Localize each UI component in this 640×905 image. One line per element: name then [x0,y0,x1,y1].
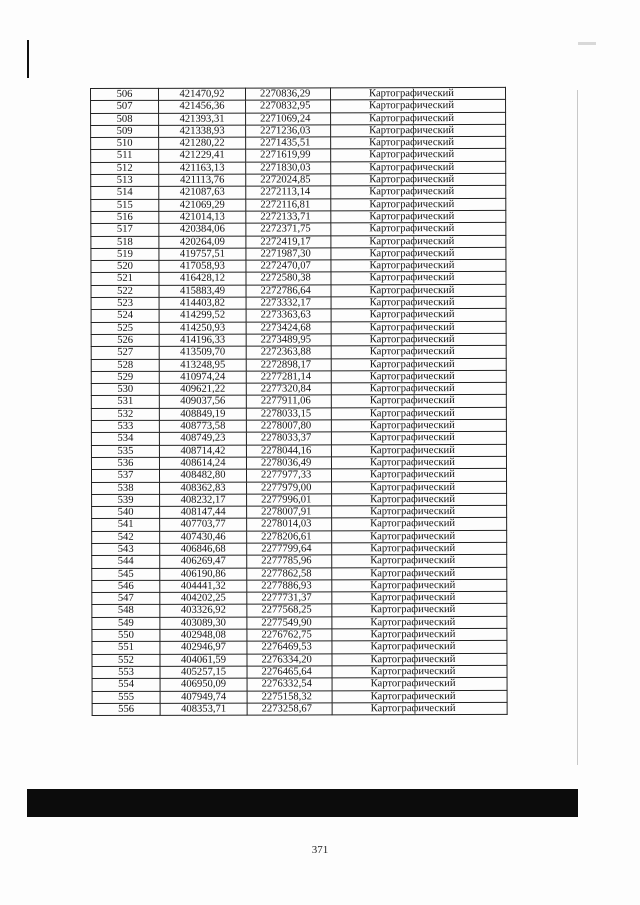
y-coordinate-cell: 2278033,37 [246,432,331,445]
point-number-cell: 512 [91,162,159,174]
table-row [91,100,506,113]
y-coordinate-cell: 2272133,71 [246,211,331,224]
x-coordinate-cell: 407430,46 [160,531,247,544]
coordinates-table-container [90,88,505,716]
method-cell: Картографический [331,321,506,334]
x-coordinate-cell: 421229,41 [159,150,246,163]
point-number-cell: 539 [92,494,160,506]
y-coordinate-cell: 2278007,80 [246,420,331,433]
y-coordinate-cell: 2277549,90 [247,617,332,630]
table-row [91,383,506,396]
point-number-cell: 523 [91,297,159,309]
x-coordinate-cell: 404061,59 [160,654,247,667]
point-number-cell: 542 [92,531,160,543]
point-number-cell: 517 [91,224,159,236]
x-coordinate-cell: 407949,74 [160,691,247,704]
y-coordinate-cell: 2277799,64 [247,543,332,556]
method-cell: Картографический [332,579,507,592]
page-number: 371 [311,844,329,856]
point-number-cell: 513 [91,174,159,186]
point-number-cell: 516 [91,211,159,223]
point-number-cell: 551 [92,642,160,654]
point-number-cell: 531 [91,396,159,408]
scan-margin-mark [27,40,29,78]
method-cell: Картографический [331,296,506,309]
x-coordinate-cell: 421338,93 [159,125,246,138]
point-number-cell: 555 [92,691,160,703]
method-cell: Картографический [332,493,507,506]
x-coordinate-cell: 414403,82 [159,297,246,310]
y-coordinate-cell: 2278007,91 [247,506,332,519]
point-number-cell: 535 [91,445,159,457]
y-coordinate-cell: 2278206,61 [247,531,332,544]
x-coordinate-cell: 402948,08 [160,629,247,642]
method-cell: Картографический [332,678,507,691]
point-number-cell: 518 [91,236,159,248]
table-row [91,87,506,100]
table-row [92,592,507,605]
method-cell: Картографический [331,358,506,371]
point-number-cell: 530 [91,383,159,395]
point-number-cell: 540 [92,506,160,518]
x-coordinate-cell: 421113,76 [159,174,246,187]
table-row [91,247,506,260]
table-row [92,555,507,568]
method-cell: Картографический [331,272,506,285]
method-cell: Картографический [332,690,507,703]
table-row [91,210,506,223]
point-number-cell: 543 [92,543,160,555]
method-cell: Картографический [331,87,506,100]
point-number-cell: 547 [92,592,160,604]
y-coordinate-cell: 2275158,32 [247,690,332,703]
method-cell: Картографический [332,616,507,629]
method-cell: Картографический [331,173,506,186]
method-cell: Картографический [331,198,506,211]
point-number-cell: 522 [91,285,159,297]
table-row [91,370,506,383]
x-coordinate-cell: 420264,09 [159,236,246,249]
point-number-cell: 532 [91,408,159,420]
x-coordinate-cell: 408773,58 [159,420,246,433]
point-number-cell: 521 [91,273,159,285]
x-coordinate-cell: 421087,63 [159,186,246,199]
table-row [91,284,506,297]
x-coordinate-cell: 406269,47 [160,555,247,568]
method-cell: Картографический [331,333,506,346]
point-number-cell: 536 [91,457,159,469]
method-cell: Картографический [332,592,507,605]
method-cell: Картографический [331,112,506,125]
coordinates-table-body [91,87,508,715]
table-row [91,124,506,137]
y-coordinate-cell: 2277911,06 [246,395,331,408]
table-row [91,309,506,322]
table-row [91,456,506,469]
x-coordinate-cell: 416428,12 [159,273,246,286]
table-row [92,493,507,506]
table-row [91,358,506,371]
method-cell: Картографический [331,210,506,223]
x-coordinate-cell: 419757,51 [159,248,246,261]
method-cell: Картографический [332,604,507,617]
table-row [92,506,507,519]
x-coordinate-cell: 408849,19 [159,408,246,421]
y-coordinate-cell: 2271069,24 [246,112,331,125]
y-coordinate-cell: 2272786,64 [246,285,331,298]
x-coordinate-cell: 407703,77 [160,518,247,531]
x-coordinate-cell: 404441,32 [160,580,247,593]
x-coordinate-cell: 406846,68 [160,543,247,556]
point-number-cell: 528 [91,359,159,371]
method-cell: Картографический [331,395,506,408]
x-coordinate-cell: 408614,24 [159,457,246,470]
method-cell: Картографический [332,665,507,678]
table-row [91,161,506,174]
point-number-cell: 515 [91,199,159,211]
x-coordinate-cell: 408147,44 [160,506,247,519]
y-coordinate-cell: 2272470,07 [246,260,331,273]
table-row [92,702,507,715]
scan-corner-mark [578,42,596,45]
y-coordinate-cell: 2273332,17 [246,297,331,310]
x-coordinate-cell: 405257,15 [160,666,247,679]
method-cell: Картографический [331,407,506,420]
y-coordinate-cell: 2273424,68 [246,322,331,335]
y-coordinate-cell: 2278033,15 [246,408,331,421]
method-cell: Картографический [331,137,506,150]
table-row [91,223,506,236]
x-coordinate-cell: 402946,97 [160,641,247,654]
table-row [92,616,507,629]
method-cell: Картографический [331,247,506,260]
table-row [92,530,507,543]
x-coordinate-cell: 414250,93 [159,322,246,335]
method-cell: Картографический [331,100,506,113]
y-coordinate-cell: 2277320,84 [246,383,331,396]
y-coordinate-cell: 2272116,81 [246,199,331,212]
x-coordinate-cell: 408482,80 [159,469,246,482]
method-cell: Картографический [332,567,507,580]
method-cell: Картографический [332,506,507,519]
method-cell: Картографический [332,628,507,641]
method-cell: Картографический [331,186,506,199]
method-cell: Картографический [332,702,507,715]
method-cell: Картографический [331,309,506,322]
table-row [91,272,506,285]
point-number-cell: 548 [92,605,160,617]
y-coordinate-cell: 2276334,20 [247,654,332,667]
table-row [91,173,506,186]
y-coordinate-cell: 2278036,49 [246,457,331,470]
method-cell: Картографический [332,542,507,555]
table-row [92,641,507,654]
point-number-cell: 508 [91,113,159,125]
method-cell: Картографический [331,346,506,359]
point-number-cell: 514 [91,187,159,199]
point-number-cell: 510 [91,138,159,150]
table-row [91,235,506,248]
y-coordinate-cell: 2272371,75 [246,223,331,236]
table-row [92,579,507,592]
point-number-cell: 553 [92,666,160,678]
table-row [91,333,506,346]
point-number-cell: 520 [91,260,159,272]
y-coordinate-cell: 2277886,93 [247,580,332,593]
y-coordinate-cell: 2272419,17 [246,235,331,248]
table-row [91,419,506,432]
table-row [91,346,506,359]
x-coordinate-cell: 420384,06 [159,223,246,236]
table-row [91,198,506,211]
x-coordinate-cell: 409621,22 [159,383,246,396]
x-coordinate-cell: 409037,56 [159,396,246,409]
point-number-cell: 546 [92,580,160,592]
y-coordinate-cell: 2277568,25 [247,604,332,617]
point-number-cell: 554 [92,679,160,691]
table-row [92,665,507,678]
method-cell: Картографический [331,260,506,273]
y-coordinate-cell: 2276465,64 [247,666,332,679]
table-row [92,653,507,666]
x-coordinate-cell: 421163,13 [159,162,246,175]
table-row [91,321,506,334]
y-coordinate-cell: 2271236,03 [246,125,331,138]
point-number-cell: 556 [92,703,160,715]
method-cell: Картографический [331,370,506,383]
y-coordinate-cell: 2272580,38 [246,272,331,285]
table-row [91,112,506,125]
x-coordinate-cell: 415883,49 [159,285,246,298]
y-coordinate-cell: 2276332,54 [247,678,332,691]
point-number-cell: 538 [92,482,160,494]
point-number-cell: 534 [91,433,159,445]
point-number-cell: 552 [92,654,160,666]
x-coordinate-cell: 408362,83 [160,482,247,495]
table-row [92,542,507,555]
y-coordinate-cell: 2277996,01 [247,494,332,507]
y-coordinate-cell: 2272113,14 [246,186,331,199]
point-number-cell: 544 [92,556,160,568]
table-row [92,567,507,580]
method-cell: Картографический [331,284,506,297]
point-number-cell: 541 [92,519,160,531]
method-cell: Картографический [331,223,506,236]
y-coordinate-cell: 2272363,88 [246,346,331,359]
point-number-cell: 511 [91,150,159,162]
table-row [91,407,506,420]
y-coordinate-cell: 2271619,99 [246,149,331,162]
method-cell: Картографический [332,641,507,654]
x-coordinate-cell: 403326,92 [160,605,247,618]
method-cell: Картографический [331,124,506,137]
y-coordinate-cell: 2273258,67 [247,703,332,716]
y-coordinate-cell: 2270832,95 [246,100,331,113]
method-cell: Картографический [331,149,506,162]
table-row [91,186,506,199]
table-row [92,628,507,641]
x-coordinate-cell: 414299,52 [159,309,246,322]
table-row [91,469,506,482]
method-cell: Картографический [331,456,506,469]
x-coordinate-cell: 421456,36 [159,100,246,113]
point-number-cell: 526 [91,334,159,346]
y-coordinate-cell: 2271435,51 [246,137,331,150]
x-coordinate-cell: 403089,30 [160,617,247,630]
method-cell: Картографический [331,383,506,396]
x-coordinate-cell: 406950,09 [160,678,247,691]
table-row [91,444,506,457]
table-row [92,604,507,617]
x-coordinate-cell: 410974,24 [159,371,246,384]
method-cell: Картографический [331,432,506,445]
point-number-cell: 550 [92,629,160,641]
y-coordinate-cell: 2273489,95 [246,334,331,347]
point-number-cell: 527 [91,347,159,359]
method-cell: Картографический [332,555,507,568]
x-coordinate-cell: 421393,31 [159,113,246,126]
x-coordinate-cell: 408232,17 [160,494,247,507]
y-coordinate-cell: 2277281,14 [246,371,331,384]
y-coordinate-cell: 2273363,63 [246,309,331,322]
table-row [92,690,507,703]
y-coordinate-cell: 2278014,03 [247,518,332,531]
x-coordinate-cell: 413248,95 [159,359,246,372]
point-number-cell: 506 [91,88,159,100]
x-coordinate-cell: 421280,22 [159,137,246,150]
y-coordinate-cell: 2276469,53 [247,641,332,654]
y-coordinate-cell: 2277977,33 [246,469,331,482]
x-coordinate-cell: 406190,86 [160,568,247,581]
y-coordinate-cell: 2277731,37 [247,592,332,605]
point-number-cell: 509 [91,125,159,137]
x-coordinate-cell: 421470,92 [159,88,246,101]
table-row [91,149,506,162]
y-coordinate-cell: 2277785,96 [247,555,332,568]
method-cell: Картографический [331,161,506,174]
x-coordinate-cell: 408714,42 [159,445,246,458]
point-number-cell: 519 [91,248,159,260]
point-number-cell: 545 [92,568,160,580]
y-coordinate-cell: 2278044,16 [246,444,331,457]
y-coordinate-cell: 2270836,29 [246,88,331,101]
x-coordinate-cell: 404202,25 [160,592,247,605]
method-cell: Картографический [331,469,506,482]
point-number-cell: 529 [91,371,159,383]
y-coordinate-cell: 2272024,85 [246,174,331,187]
point-number-cell: 524 [91,310,159,322]
table-row [92,678,507,691]
y-coordinate-cell: 2277862,58 [247,567,332,580]
table-row [91,296,506,309]
method-cell: Картографический [331,235,506,248]
y-coordinate-cell: 2271830,03 [246,162,331,175]
point-number-cell: 525 [91,322,159,334]
y-coordinate-cell: 2272898,17 [246,358,331,371]
x-coordinate-cell: 413509,70 [159,346,246,359]
table-row [91,260,506,273]
y-coordinate-cell: 2276762,75 [247,629,332,642]
method-cell: Картографический [331,419,506,432]
y-coordinate-cell: 2271987,30 [246,248,331,261]
method-cell: Картографический [331,444,506,457]
x-coordinate-cell: 408353,71 [160,703,247,716]
method-cell: Картографический [332,481,507,494]
x-coordinate-cell: 417058,93 [159,260,246,273]
method-cell: Картографический [332,530,507,543]
table-row [91,395,506,408]
y-coordinate-cell: 2277979,00 [247,481,332,494]
point-number-cell: 533 [91,420,159,432]
x-coordinate-cell: 414196,33 [159,334,246,347]
point-number-cell: 549 [92,617,160,629]
method-cell: Картографический [332,653,507,666]
table-row [91,137,506,150]
coordinates-table [90,87,508,716]
x-coordinate-cell: 408749,23 [159,432,246,445]
table-row [92,518,507,531]
method-cell: Картографический [332,518,507,531]
table-row [91,432,506,445]
x-coordinate-cell: 421069,29 [159,199,246,212]
point-number-cell: 507 [91,101,159,113]
table-row [92,481,507,494]
x-coordinate-cell: 421014,13 [159,211,246,224]
point-number-cell: 537 [91,470,159,482]
scan-black-band [27,789,578,817]
scan-edge-line [577,90,578,765]
